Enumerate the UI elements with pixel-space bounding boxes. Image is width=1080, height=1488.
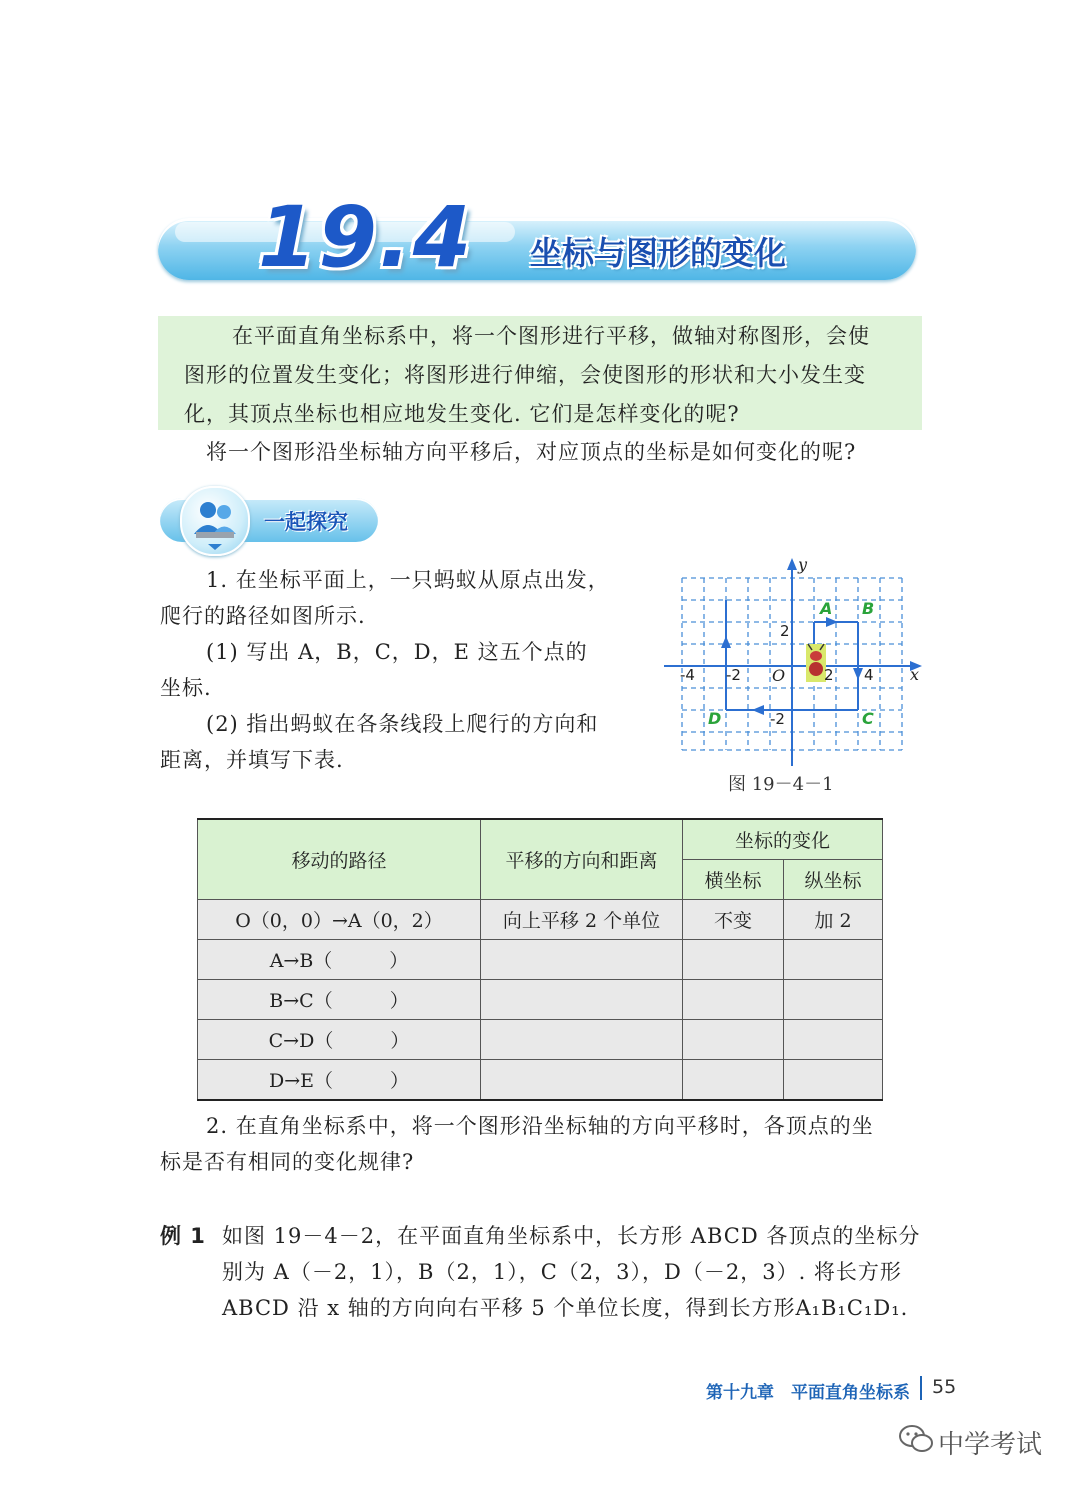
ant-path-figure (660, 552, 930, 772)
explore-label: 一起探究 (264, 510, 348, 534)
header-coord-change: 坐标的变化 (683, 819, 883, 860)
translation-table (197, 818, 883, 1101)
task1-line-3: (1) 写出 A，B，C，D，E 这五个点的 (206, 640, 588, 664)
row-direction[interactable] (481, 1020, 683, 1060)
row-direction: 向上平移 2 个单位 (481, 900, 683, 940)
intro-line-3: 化，其顶点坐标也相应地发生变化. 它们是怎样变化的呢? (184, 402, 740, 426)
point-A-label: A (820, 599, 833, 618)
row-path: B→C（ ） (198, 980, 481, 1020)
x-axis-label: x (910, 665, 920, 684)
row-path: D→E（ ） (198, 1060, 481, 1101)
row-direction[interactable] (481, 940, 683, 980)
origin-label: O (772, 666, 786, 685)
tick-x-4: 4 (864, 666, 874, 684)
table-row (198, 980, 883, 1020)
row-path: C→D（ ） (198, 1020, 481, 1060)
table-row (198, 1060, 883, 1101)
tick-y-neg2: -2 (770, 710, 785, 728)
task1-line-6: 距离，并填写下表. (160, 748, 344, 772)
row-direction[interactable] (481, 1060, 683, 1101)
table-row (198, 900, 883, 940)
row-y: 加 2 (784, 900, 883, 940)
intro-line-2: 图形的位置发生变化；将图形进行伸缩，会使图形的形状和大小发生变 (184, 363, 866, 387)
row-y[interactable] (784, 940, 883, 980)
tick-x-2: 2 (824, 666, 834, 684)
guiding-question: 将一个图形沿坐标轴方向平移后，对应顶点的坐标是如何变化的呢? (206, 440, 857, 464)
y-axis-label: y (798, 555, 808, 574)
intro-box (158, 316, 922, 430)
section-number: 19.4 (258, 188, 474, 286)
watermark-text: 中学考试 (938, 1430, 1043, 1460)
row-y[interactable] (784, 1060, 883, 1101)
row-x[interactable] (683, 980, 784, 1020)
tick-y-2: 2 (780, 622, 790, 640)
task2-line-2: 标是否有相同的变化规律? (160, 1150, 415, 1174)
header-path: 移动的路径 (198, 819, 481, 900)
task1-line-1: 1. 在坐标平面上，一只蚂蚁从原点出发， (206, 568, 610, 592)
example-label: 例 1 (160, 1224, 206, 1248)
header-y: 纵坐标 (784, 860, 883, 900)
row-x[interactable] (683, 940, 784, 980)
tick-x-neg4: -4 (680, 666, 695, 684)
people-icon (180, 486, 250, 556)
example-line-1: 如图 19－4－2，在平面直角坐标系中，长方形 ABCD 各顶点的坐标分 (222, 1224, 921, 1248)
task1-line-5: (2) 指出蚂蚁在各条线段上爬行的方向和 (206, 712, 599, 736)
task2-line-1: 2. 在直角坐标系中，将一个图形沿坐标轴的方向平移时，各顶点的坐 (206, 1114, 874, 1138)
header-direction: 平移的方向和距离 (481, 819, 683, 900)
example-line-2: 别为 A（－2，1），B（2，1），C（2，3），D（－2，3）. 将长方形 (222, 1260, 902, 1284)
task1-line-2: 爬行的路径如图所示. (160, 604, 366, 628)
tick-x-neg2: -2 (726, 666, 741, 684)
row-x[interactable] (683, 1020, 784, 1060)
row-y[interactable] (784, 1020, 883, 1060)
header-x: 横坐标 (683, 860, 784, 900)
row-direction[interactable] (481, 980, 683, 1020)
row-x[interactable] (683, 1060, 784, 1101)
table-row (198, 940, 883, 980)
row-path: A→B（ ） (198, 940, 481, 980)
row-y[interactable] (784, 980, 883, 1020)
footer-divider (920, 1376, 922, 1400)
wechat-icon (898, 1424, 934, 1454)
section-title: 坐标与图形的变化 (530, 234, 787, 272)
page-number: 55 (932, 1376, 957, 1398)
point-B-label: B (862, 599, 875, 618)
point-C-label: C (862, 709, 874, 728)
example-line-3: ABCD 沿 x 轴的方向向右平移 5 个单位长度，得到长方形A₁B₁C₁D₁. (222, 1296, 909, 1320)
task1-line-4: 坐标. (160, 676, 212, 700)
figure-caption: 图 19－4－1 (728, 774, 834, 795)
table-row (198, 1020, 883, 1060)
row-x: 不变 (683, 900, 784, 940)
chapter-footer: 第十九章 平面直角坐标系 (706, 1383, 910, 1403)
row-path: O（0，0）→A（0，2） (198, 900, 481, 940)
intro-line-1: 在平面直角坐标系中，将一个图形进行平移，做轴对称图形，会使 (232, 324, 870, 348)
point-D-label: D (708, 709, 722, 728)
